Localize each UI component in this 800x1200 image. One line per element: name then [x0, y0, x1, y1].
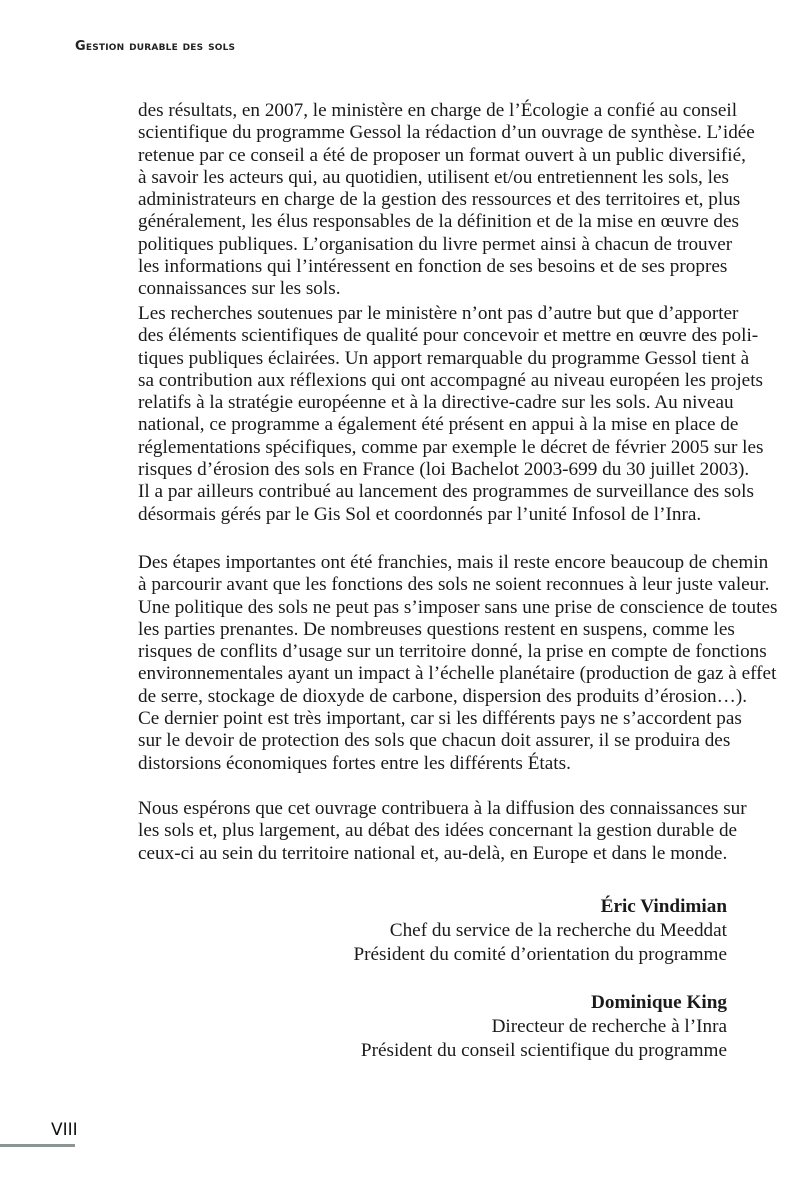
- signature-1: [227, 895, 727, 967]
- text-line: risques d’érosion des sols en France (loi Bachelot 2003-699 du 30 juillet 2003).: [138, 459, 750, 481]
- paragraph-3: [138, 552, 778, 775]
- text-line: Nous espérons que cet ouvrage contribuera à la diffusion des connaissances sur: [138, 798, 747, 819]
- text-line: scientifique du programme Gessol la rédaction d’un ouvrage de synthèse. L’idée: [138, 122, 755, 144]
- text-line: administrateurs en charge de la gestion des ressources et des territoires et, plus: [138, 189, 741, 211]
- text-line: sa contribution aux réflexions qui ont accompagné au niveau européen les projets: [138, 369, 763, 391]
- signatory-name: Dominique King: [591, 992, 727, 1013]
- footer-rule: [0, 1144, 75, 1147]
- paragraph-2: [138, 303, 764, 526]
- text-line: distorsions économiques fortes entre les différents États.: [138, 752, 571, 774]
- text-line: Des étapes importantes ont été franchies, mais il reste encore beaucoup de chemin: [138, 552, 769, 573]
- text-line: de serre, stockage de dioxyde de carbone, dispersion des produits d’érosion…).: [138, 685, 748, 707]
- text-line: les sols et, plus largement, au débat des idées concernant la gestion durable de: [138, 820, 738, 842]
- text-line: connaissances sur les sols.: [138, 278, 341, 300]
- signatory-name: Éric Vindimian: [600, 896, 727, 917]
- text-line: des résultats, en 2007, le ministère en charge de l’Écologie a confié au conseil: [138, 100, 738, 121]
- running-header: Gestion durable des sols: [75, 39, 236, 54]
- text-line: Ce dernier point est très important, car si les différents pays ne s’accordent pas: [138, 708, 742, 730]
- text-line: Les recherches soutenues par le ministère n’ont pas d’autre but que d’apporter: [138, 303, 739, 324]
- signatory-role: Chef du service de la recherche du Meeddat: [389, 920, 727, 941]
- text-line: Il a par ailleurs contribué au lancement des programmes de surveillance des sols: [138, 481, 754, 503]
- signature-2: [227, 991, 727, 1063]
- text-line: retenue par ce conseil a été de proposer un format ouvert à un public diversifié,: [138, 144, 746, 166]
- text-line: tiques publiques éclairées. Un apport remarquable du programme Gessol tient à: [138, 347, 750, 369]
- text-line: réglementations spécifiques, comme par exemple le décret de février 2005 sur les: [138, 436, 764, 458]
- text-line: à savoir les acteurs qui, au quotidien, utilisent et/ou entretiennent les sols, les: [138, 166, 729, 188]
- text-line: national, ce programme a également été présent en appui à la mise en place de: [138, 414, 739, 436]
- text-line: environnementales ayant un impact à l’échelle planétaire (production de gaz à effet: [138, 663, 777, 685]
- text-line: désormais gérés par le Gis Sol et coordonnés par l’unité Infosol de l’Inra.: [138, 503, 702, 525]
- text-line: Une politique des sols ne peut pas s’imposer sans une prise de conscience de toutes: [138, 596, 778, 618]
- page-number: VIII: [51, 1120, 78, 1140]
- text-line: généralement, les élus responsables de la définition et de la mise en œuvre des: [138, 211, 740, 233]
- text-line: à parcourir avant que les fonctions des sols ne soient reconnues à leur juste valeur.: [138, 574, 770, 596]
- signatory-role: Directeur de recherche à l’Inra: [491, 1016, 727, 1037]
- text-line: des éléments scientifiques de qualité pour concevoir et mettre en œuvre des poli-: [138, 325, 759, 347]
- text-line: sur le devoir de protection des sols que chacun doit assurer, il se produira des: [138, 730, 731, 752]
- text-line: ceux-ci au sein du territoire national et, au-delà, en Europe et dans le monde.: [138, 842, 728, 864]
- paragraph-1: [138, 100, 755, 301]
- text-line: risques de conflits d’usage sur un territoire donné, la prise en compte de fonctions: [138, 641, 767, 663]
- signatory-role: Président du conseil scientifique du programme: [360, 1040, 727, 1061]
- text-line: les parties prenantes. De nombreuses questions restent en suspens, comme les: [138, 618, 735, 640]
- paragraph-4: [138, 798, 747, 865]
- text-line: politiques publiques. L’organisation du livre permet ainsi à chacun de trouver: [138, 233, 733, 255]
- text-line: relatifs à la stratégie européenne et à la directive-cadre sur les sols. Au niveau: [138, 392, 734, 414]
- text-line: les informations qui l’intéressent en fonction de ses besoins et de ses propres: [138, 256, 728, 278]
- signatory-role: Président du comité d’orientation du programme: [353, 944, 727, 965]
